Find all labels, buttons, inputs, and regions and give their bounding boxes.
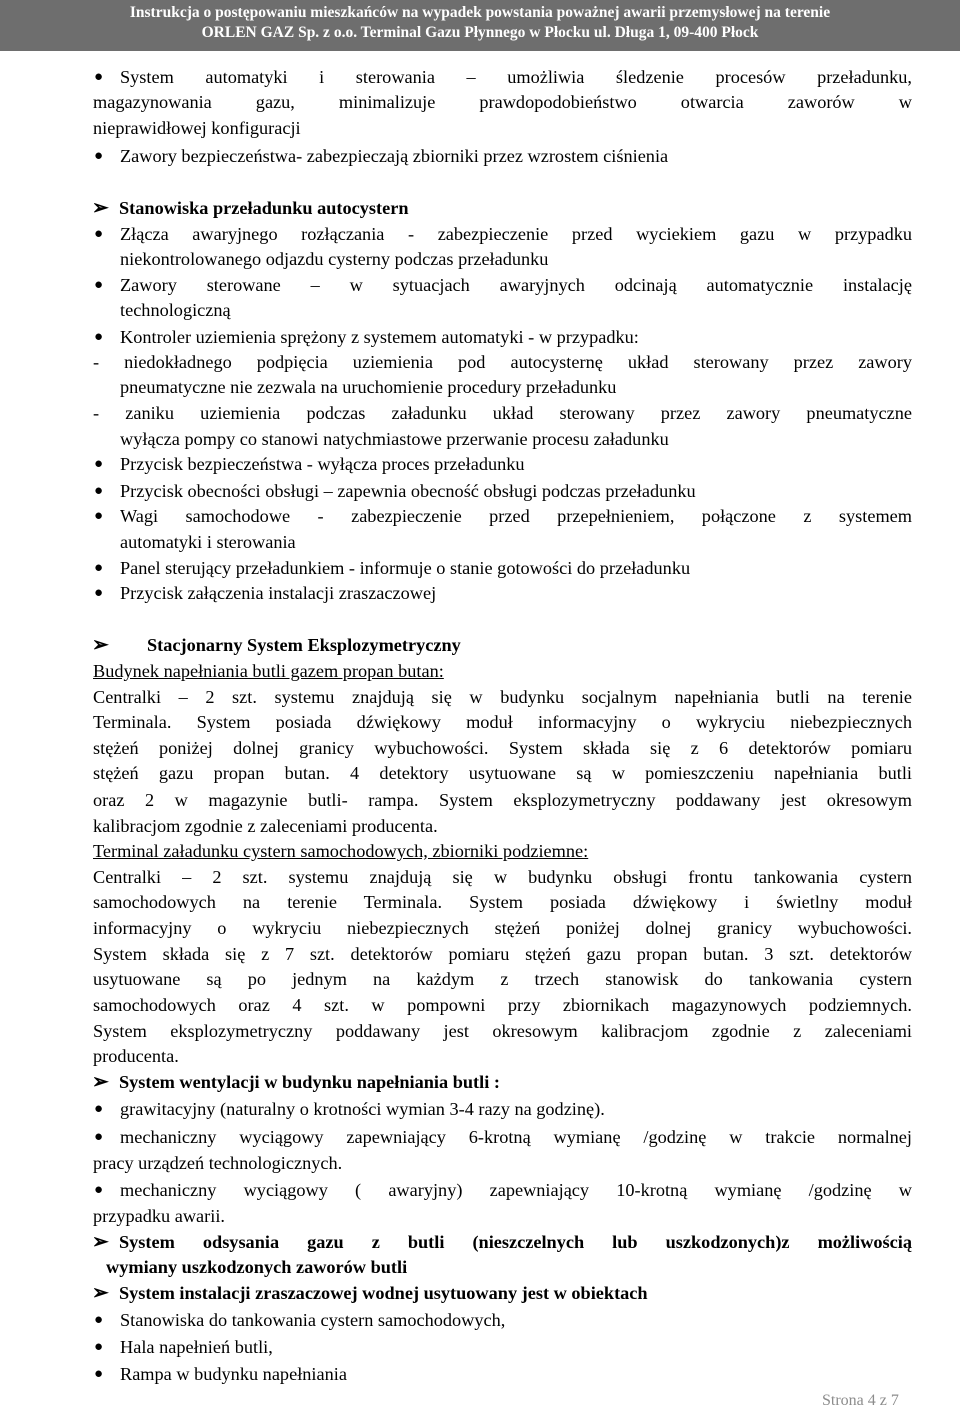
section-heading: System odsysania gazu z butli (nieszczelnych lub uszkodzonych)z możliwością [119, 1232, 912, 1252]
subsection-heading: Budynek napełniania butli gazem propan butan: [93, 661, 444, 681]
section-heading: Stanowiska przeładunku autocystern [119, 198, 409, 218]
header-line-2: ORLEN GAZ Sp. z o.o. Terminal Gazu Płynnego w Płocku ul. Długa 1, 09-400 Płock [201, 24, 759, 41]
body-text-line: samochodowych oraz 4 szt. w pompowni przy zbiornikach magazynowych podziemnych. [93, 995, 912, 1015]
body-text-line: informacyjny o wykryciu niebezpiecznych stężeń poniżej dolnej granicy wybuchowości. [93, 918, 912, 938]
bullet-icon: ● [94, 1129, 104, 1145]
arrow-bullet-icon: ➢ [92, 1231, 109, 1253]
body-text-line: pneumatyczne nie zezwala na uruchomienie procedury przeładunku [120, 377, 617, 397]
body-text-line: Stanowiska do tankowania cystern samochodowych, [120, 1310, 506, 1330]
bullet-icon: ● [94, 585, 104, 601]
arrow-bullet-icon: ➢ [92, 1071, 109, 1093]
body-text-line: stężeń gazu propan butan. 4 detektory usytuowane są w pomieszczeniu napełniania butli [93, 763, 912, 783]
bullet-icon: ● [94, 1339, 104, 1355]
body-text-line: niekontrolowanego odjazdu cysterny podczas przeładunku [120, 249, 549, 269]
body-text-line: Kontroler uziemienia sprężony z systemem automatyki - w przypadku: [120, 327, 639, 347]
body-text-line: Terminala. System posiada dźwiękowy moduł informacyjny o wykryciu niebezpiecznych [93, 712, 912, 732]
body-text-line: Wagi samochodowe - zabezpieczenie przed przepełnieniem, połączone z systemem [120, 506, 912, 526]
bullet-icon: ● [94, 148, 104, 164]
bullet-icon: ● [94, 277, 104, 293]
body-text-line: kalibracjom zgodnie z zaleceniami producenta. [93, 816, 438, 836]
section-heading: System wentylacji w budynku napełniania butli : [119, 1072, 500, 1092]
arrow-bullet-icon: ➢ [92, 634, 109, 656]
bullet-icon: ● [94, 560, 104, 576]
bullet-icon: ● [94, 508, 104, 524]
body-text-line: Przycisk załączenia instalacji zraszaczowej [120, 583, 437, 603]
bullet-icon: ● [94, 1101, 104, 1117]
section-heading: Stacjonarny System Eksplozymetryczny [147, 635, 461, 655]
body-text-line: Panel sterujący przeładunkiem - informuje o stanie gotowości do przeładunku [120, 558, 691, 578]
body-text-line: System eksplozymetryczny poddawany jest okresowym kalibracjom zgodnie z zaleceniami [93, 1021, 912, 1041]
subsection-heading: Terminal załadunku cystern samochodowych, zbiorniki podziemne: [93, 841, 589, 861]
body-text-line: - zaniku uziemienia podczas załadunku układ sterowany przez zawory pneumatyczne [93, 403, 912, 423]
bullet-icon: ● [94, 1366, 104, 1382]
body-text-line: automatyki i sterowania [120, 532, 296, 552]
page-current: 4 [867, 1392, 876, 1409]
page-separator: z [879, 1392, 887, 1409]
body-text-line: Hala napełnień butli, [120, 1337, 273, 1357]
body-text-line: Zawory sterowane – w sytuacjach awaryjnych odcinają automatycznie instalację [120, 275, 912, 295]
body-text-line: nieprawidłowej konfiguracji [93, 118, 301, 138]
body-text-line: Zawory bezpieczeństwa- zabezpieczają zbiorniki przez wzrostem ciśnienia [120, 146, 669, 166]
body-text-line: Przycisk bezpieczeństwa - wyłącza proces przeładunku [120, 454, 525, 474]
bullet-icon: ● [94, 456, 104, 472]
body-text-line: usytuowane są po jednym na każdym z trzech stanowisk do tankowania cystern [93, 969, 912, 989]
bullet-icon: ● [94, 69, 104, 85]
body-text-line: - niedokładnego podpięcia uziemienia pod autocysternę układ sterowany przez zawory [93, 352, 912, 372]
bullet-icon: ● [94, 483, 104, 499]
body-text-line: mechaniczny wyciągowy ( awaryjny) zapewniający 10-krotną wymianę /godzinę w [120, 1180, 912, 1200]
page-number [822, 1391, 899, 1411]
body-text-line: samochodowych na terenie Terminala. System posiada dźwiękowy i świetlny moduł [93, 892, 912, 912]
body-text-line: pracy urządzeń technologicznych. [93, 1153, 343, 1173]
bullet-icon: ● [94, 329, 104, 345]
body-text-line: mechaniczny wyciągowy zapewniający 6-krotną wymianę /godzinę w trakcie normalnej [120, 1127, 912, 1147]
body-text-line: magazynowania gazu, minimalizuje prawdopodobieństwo otwarcia zaworów w [93, 92, 912, 112]
section-heading: wymiany uszkodzonych zaworów butli [106, 1257, 408, 1277]
body-text-line: oraz 2 w magazynie butli- rampa. System eksplozymetryczny poddawany jest okresowym [93, 790, 912, 810]
body-text-line: Centralki – 2 szt. systemu znajdują się w budynku socjalnym napełniania butli na terenie [93, 687, 912, 707]
bullet-icon: ● [94, 1182, 104, 1198]
body-text-line: producenta. [93, 1046, 179, 1066]
body-text-line: przypadku awarii. [93, 1206, 225, 1226]
page-word: Strona [822, 1392, 864, 1409]
body-text-line: stężeń poniżej dolnej granicy wybuchowości. System składa się z 6 detektorów pomiaru [93, 738, 912, 758]
document-header [0, 0, 960, 51]
arrow-bullet-icon: ➢ [92, 197, 109, 219]
body-text-line: wyłącza pompy co stanowi natychmiastowe przerwanie procesu załadunku [120, 429, 669, 449]
page-total: 7 [890, 1392, 899, 1409]
body-text-line: grawitacyjny (naturalny o krotności wymian 3-4 razy na godzinę). [120, 1099, 605, 1119]
section-heading: System instalacji zraszaczowej wodnej usytuowany jest w obiektach [119, 1283, 648, 1303]
header-line-1: Instrukcja o postępowaniu mieszkańców na wypadek powstania poważnej awarii przemysłowej na terenie [129, 4, 831, 21]
body-text-line: System automatyki i sterowania – umożliwia śledzenie procesów przeładunku, [120, 67, 912, 87]
body-text-line: technologiczną [120, 300, 231, 320]
bullet-icon: ● [94, 226, 104, 242]
arrow-bullet-icon: ➢ [92, 1282, 109, 1304]
body-text-line: System składa się z 7 szt. detektorów pomiaru stężeń gazu propan butan. 3 szt. detektorów [93, 944, 912, 964]
body-text-line: Złącza awaryjnego rozłączania - zabezpieczenie przed wyciekiem gazu w przypadku [120, 224, 912, 244]
body-text-line: Centralki – 2 szt. systemu znajdują się w budynku obsługi frontu tankowania cystern [93, 867, 912, 887]
bullet-icon: ● [94, 1312, 104, 1328]
body-text-line: Przycisk obecności obsługi – zapewnia obecność obsługi podczas przeładunku [120, 481, 696, 501]
body-text-line: Rampa w budynku napełniania [120, 1364, 347, 1384]
